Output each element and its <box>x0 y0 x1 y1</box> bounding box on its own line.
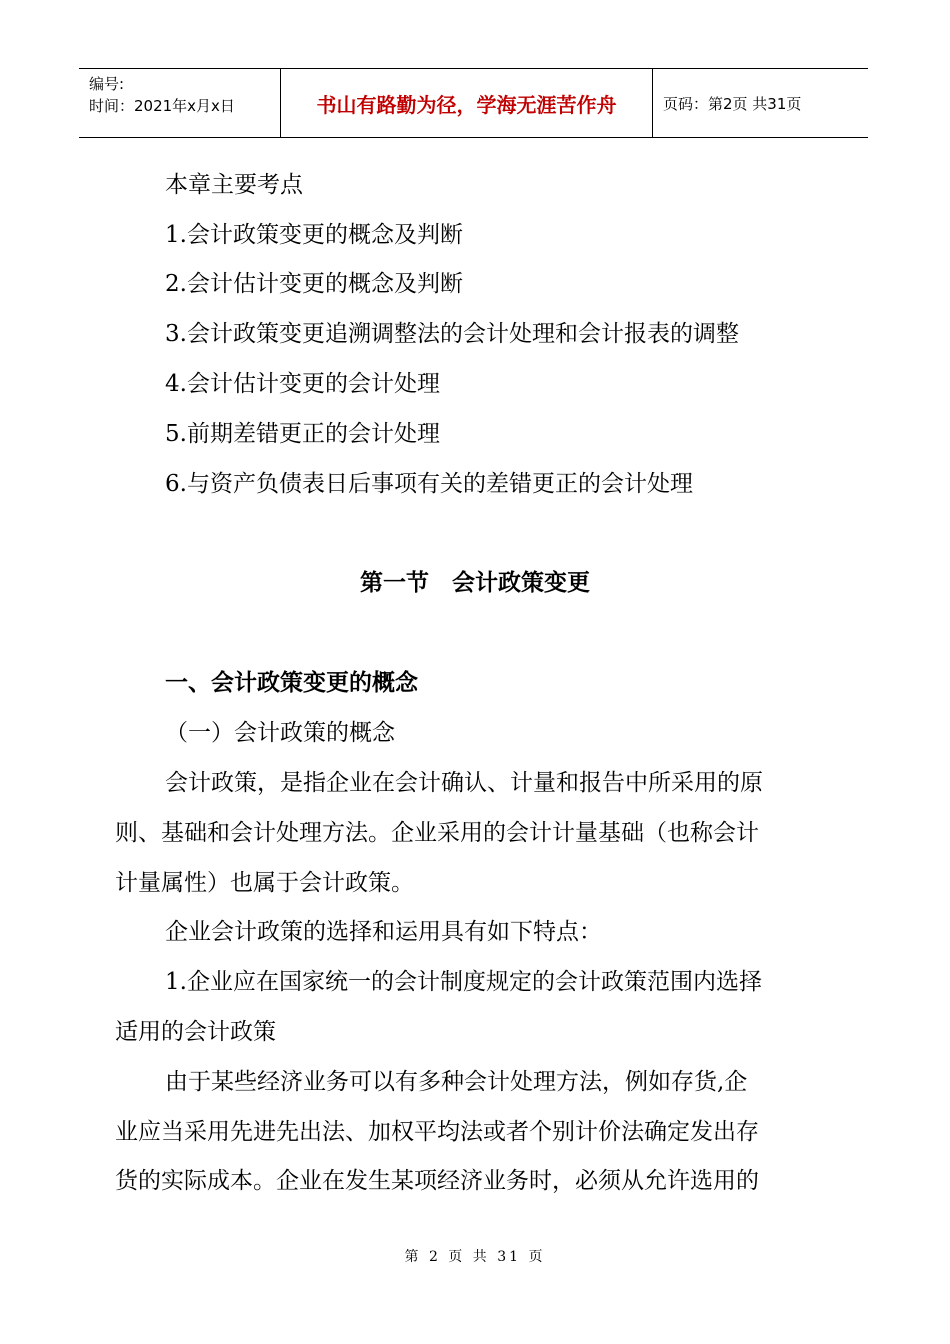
paragraph-line: 货的实际成本。企业在发生某项经济业务时，必须从允许选用的 <box>115 1168 759 1194</box>
exam-point-2: 2.会计估计变更的概念及判断 <box>165 271 463 297</box>
exam-point-5: 5.前期差错更正的会计处理 <box>165 421 440 447</box>
paragraph-line: 适用的会计政策 <box>115 1019 276 1045</box>
paragraph-line: 业应当采用先进先出法、加权平均法或者个别计价法确定发出存 <box>115 1119 759 1145</box>
section-title: 第一节 会计政策变更 <box>360 570 590 596</box>
exam-point-4: 4.会计估计变更的会计处理 <box>165 371 440 397</box>
document-time-label: 时间：2021年x月x日 <box>89 97 235 115</box>
exam-point-6: 6.与资产负债表日后事项有关的差错更正的会计处理 <box>165 471 693 497</box>
exam-point-3: 3.会计政策变更追溯调整法的会计处理和会计报表的调整 <box>165 321 739 347</box>
subsection-title: 一、会计政策变更的概念 <box>165 670 418 696</box>
paragraph-line: 由于某些经济业务可以有多种会计处理方法，例如存货,企 <box>165 1069 748 1095</box>
page-footer: 第 2 页 共 31 页 <box>404 1249 546 1265</box>
document-number-label: 编号: <box>89 75 125 93</box>
paragraph-line: 计量属性）也属于会计政策。 <box>115 870 414 896</box>
exam-point-1: 1.会计政策变更的概念及判断 <box>165 222 463 248</box>
header-meta <box>79 69 281 137</box>
paragraph-line: 1.企业应在国家统一的会计制度规定的会计政策范围内选择 <box>165 969 762 995</box>
exam-points-title: 本章主要考点 <box>165 172 303 198</box>
header-motto: 书山有路勤为径，学海无涯苦作舟 <box>281 69 653 137</box>
header-page-info: 页码：第2页 共31页 <box>663 94 802 113</box>
paragraph-line: 企业会计政策的选择和运用具有如下特点： <box>165 919 602 945</box>
page-header <box>79 68 868 138</box>
paragraph-line: 会计政策，是指企业在会计确认、计量和报告中所采用的原 <box>165 770 763 796</box>
paragraph-line: 则、基础和会计处理方法。企业采用的会计计量基础（也称会计 <box>115 820 759 846</box>
sub-item-heading: （一）会计政策的概念 <box>165 720 395 746</box>
